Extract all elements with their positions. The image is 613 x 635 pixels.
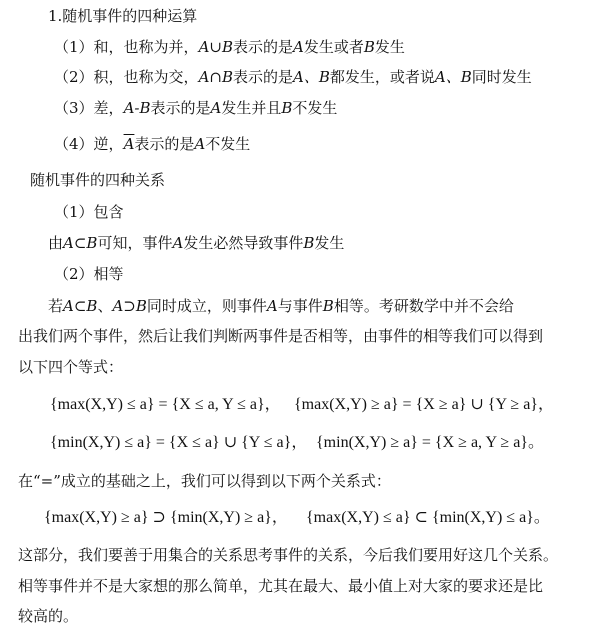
formula-max-ge: {max(X,Y) ≥ a} = {X ≥ a} ∪ {Y ≥ a}， <box>294 396 554 413</box>
intersection-expr: A∩B <box>198 68 233 86</box>
formula-min-ge: {min(X,Y) ≥ a} = {X ≥ a, Y ≥ a}。 <box>316 434 544 451</box>
equality-paragraph-line2: 出我们两个事件，然后让我们判断两事件是否相等，由事件的相等我们可以得到 <box>18 327 544 345</box>
relation-max-le-subset: {max(X,Y) ≤ a} ⊂ {min(X,Y) ≤ a}。 <box>306 509 550 526</box>
closing-line2: 相等事件并不是大家想的那么简单，尤其在最大、最小值上对大家的要求还是比 <box>18 577 544 595</box>
operation-intersection: （2）积，也称为交，A∩B表示的是A、B都发生，或者说A、B同时发生 <box>54 68 532 86</box>
difference-expr: A-B <box>123 99 151 117</box>
closing-line3: 较高的。 <box>18 607 79 625</box>
section-title-relations: 随机事件的四种关系 <box>30 171 166 189</box>
operation-complement: （4）逆，$\overline{A}$表示的是A不发生 <box>54 135 251 153</box>
equality-paragraph-line3: 以下四个等式： <box>18 358 124 376</box>
formula-min-le: {min(X,Y) ≤ a} = {X ≤ a} ∪ {Y ≤ a}， <box>50 434 308 451</box>
complement-expr: $\overline{A}$ <box>123 135 135 153</box>
inclusion-statement: 由A⊂B可知，事件A发生必然导致事件B发生 <box>48 234 345 252</box>
section-title-operations: 1.随机事件的四种运算 <box>48 7 198 25</box>
closing-line1: 这部分，我们要善于用集合的关系思考事件的关系，今后我们要用好这几个关系。 <box>18 546 559 564</box>
basis-statement: 在“=”成立的基础之上，我们可以得到以下两个关系式： <box>18 472 391 490</box>
equality-paragraph-line1: 若A⊂B、A⊃B同时成立，则事件A与事件B相等。考研数学中并不会给 <box>48 297 514 315</box>
relation-equality-heading: （2）相等 <box>54 265 124 283</box>
operation-difference: （3）差，A-B表示的是A发生并且B不发生 <box>54 99 338 117</box>
relation-inclusion-heading: （1）包含 <box>54 203 124 221</box>
formula-max-le: {max(X,Y) ≤ a} = {X ≤ a, Y ≤ a}， <box>50 396 281 413</box>
union-expr: A∪B <box>198 38 233 56</box>
operation-union: （1）和，也称为并，A∪B表示的是A发生或者B发生 <box>54 38 405 56</box>
relation-max-ge-supset: {max(X,Y) ≥ a} ⊃ {min(X,Y) ≥ a}， <box>44 509 288 526</box>
